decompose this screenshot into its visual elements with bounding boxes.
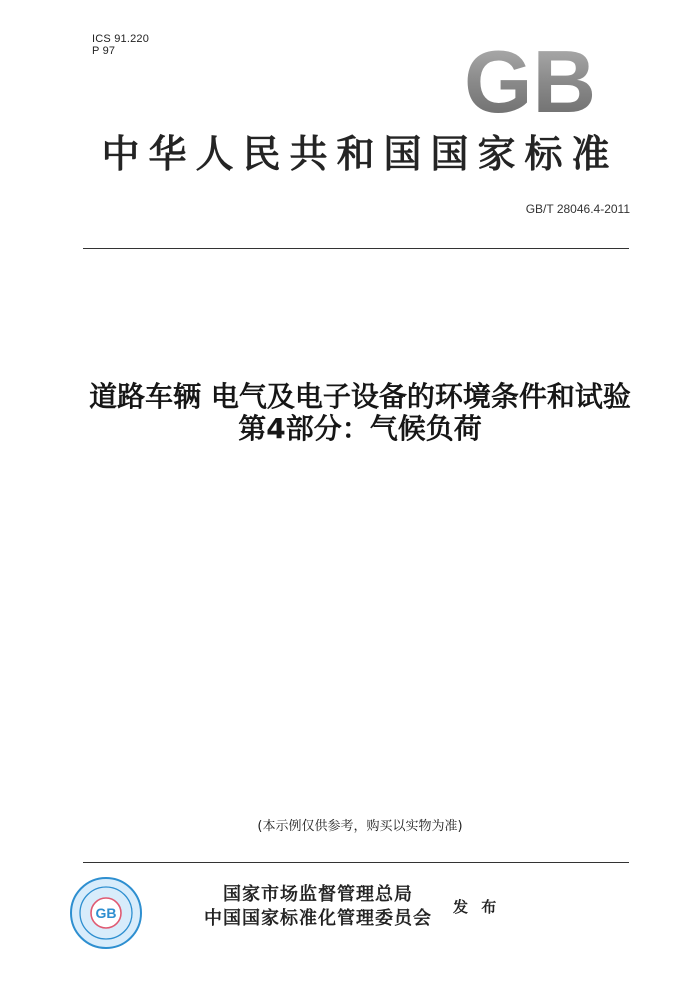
sample-note: (本示例仅供参考，购买以实物为准) bbox=[257, 819, 463, 834]
document-title-line-1: 道路车辆 电气及电子设备的环境条件和试验 bbox=[89, 380, 631, 413]
seal-logo-text: GB bbox=[95, 905, 117, 921]
publish-label: 发 布 bbox=[453, 898, 501, 916]
gb-logo-text: GB bbox=[464, 40, 596, 120]
header-divider bbox=[83, 248, 629, 249]
footer-divider bbox=[83, 862, 629, 863]
classification-code: P 97 bbox=[92, 45, 116, 57]
national-standard-title: 中华人民共和国国家标准 bbox=[101, 131, 619, 176]
document-title-line-2: 第4部分：气候负荷 bbox=[238, 412, 482, 445]
issuer-line-1: 国家市场监督管理总局 bbox=[223, 884, 413, 905]
issuer-line-2: 中国国家标准化管理委员会 bbox=[204, 908, 432, 929]
ics-code: ICS 91.220 bbox=[92, 33, 150, 45]
standard-code: GB/T 28046.4-2011 bbox=[525, 202, 630, 216]
gb-logo bbox=[463, 40, 598, 120]
certification-seal-icon bbox=[68, 875, 144, 951]
